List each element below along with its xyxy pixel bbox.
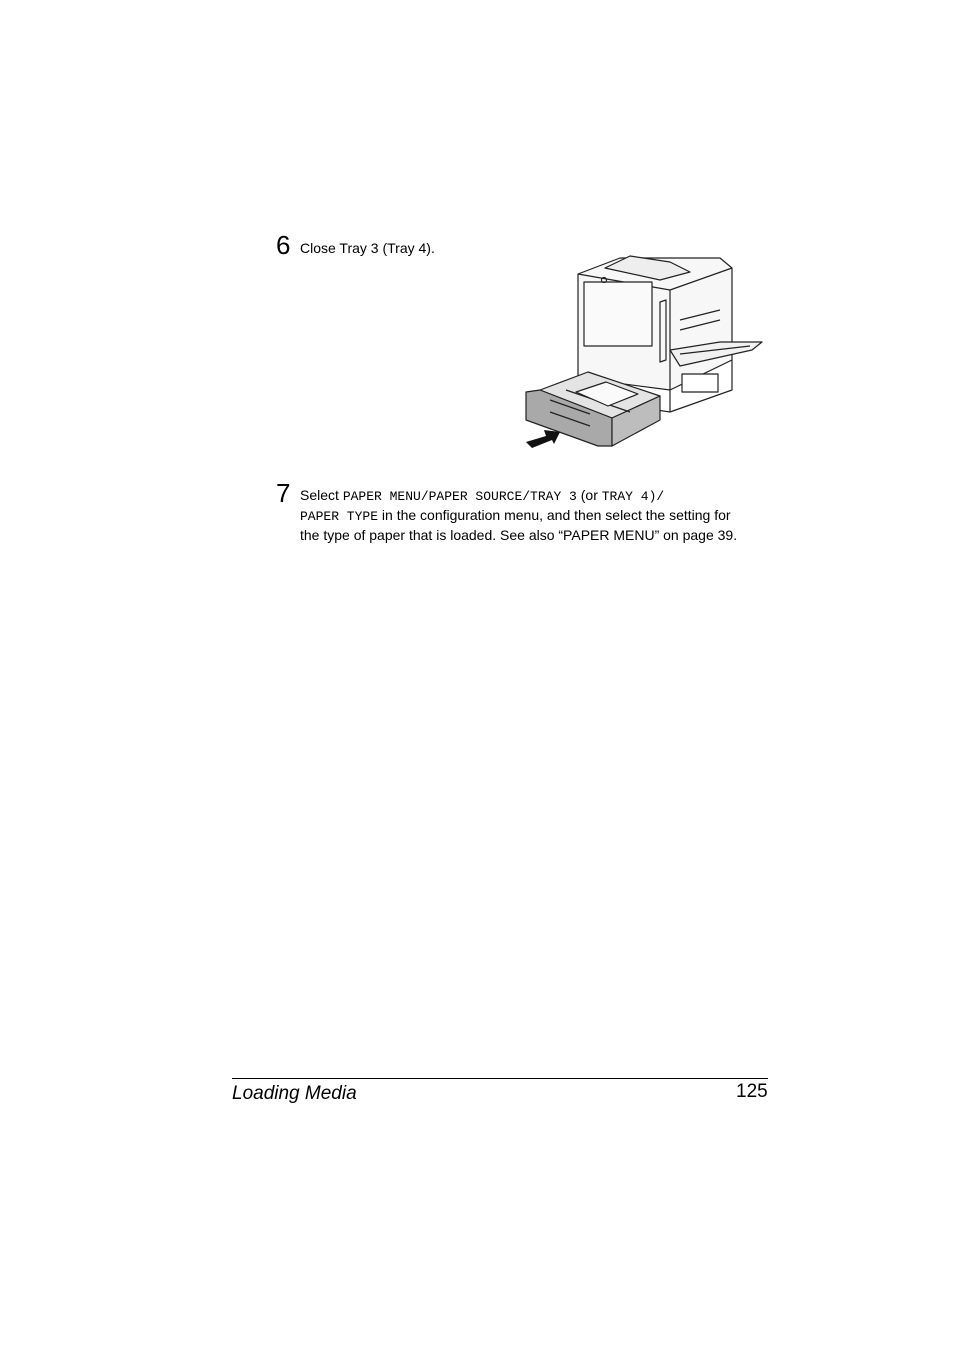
step-7-text (300, 486, 770, 544)
step-7-or-open: (or (576, 487, 602, 503)
step-7-number: 7 (276, 478, 291, 508)
printer-tray-closing-illustration (520, 250, 766, 454)
page-number: 125 (736, 1081, 768, 1102)
step-7-line-2-text: in the configuration menu, and then select the setting for (378, 507, 731, 523)
step-7-paper-type: PAPER TYPE (300, 509, 379, 524)
step-7-line-1 (300, 486, 770, 506)
step-7-line-2 (300, 506, 770, 526)
footer-divider (232, 1078, 768, 1079)
step-6-text: Close Tray 3 (Tray 4). (300, 240, 435, 256)
step-7-close-slash: )/ (648, 489, 665, 504)
step-6-number: 6 (276, 230, 291, 260)
footer-section-title: Loading Media (232, 1083, 357, 1104)
step-7-select-label: Select (300, 487, 343, 503)
step-7-menu-path: PAPER MENU/PAPER SOURCE/TRAY 3 (342, 489, 577, 504)
step-7-tray4: TRAY 4 (601, 489, 649, 504)
step-7-line-3: the type of paper that is loaded. See also “PAPER MENU” on page 39. (300, 527, 738, 543)
